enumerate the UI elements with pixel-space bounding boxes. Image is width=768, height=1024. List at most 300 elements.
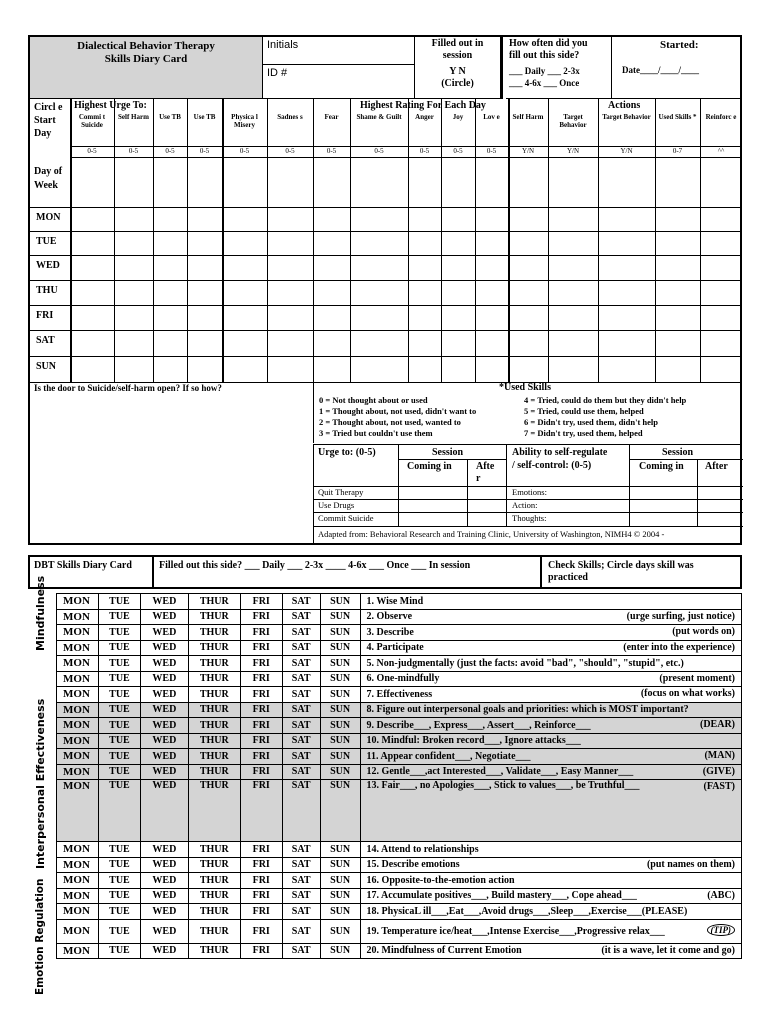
skill-description bbox=[360, 888, 741, 904]
session-label: Session bbox=[432, 447, 464, 458]
day-thur[interactable]: THUR bbox=[188, 904, 240, 920]
day-tue[interactable]: TUE bbox=[98, 702, 140, 718]
skill-description bbox=[360, 919, 741, 943]
skill-text: 8. Figure out interpersonal goals and priorities: which is MOST important? bbox=[366, 704, 689, 716]
ratings-grid bbox=[30, 99, 742, 383]
skill-text: 6. One-mindfully bbox=[366, 673, 440, 685]
skill-description bbox=[360, 687, 741, 703]
day-thur[interactable]: THUR bbox=[188, 943, 240, 959]
card-title-line1: Dialectical Behavior Therapy bbox=[77, 40, 215, 52]
started-label: Started: bbox=[660, 39, 699, 51]
day-mon[interactable]: MON bbox=[57, 943, 99, 959]
urge-to-label: Urge to: (0-5) bbox=[318, 447, 376, 458]
column-header: Sadnes s bbox=[277, 113, 303, 121]
day-mon[interactable]: MON bbox=[57, 857, 99, 873]
day-fri[interactable]: FRI bbox=[240, 656, 282, 672]
skills-table bbox=[56, 593, 742, 959]
skill-row bbox=[57, 640, 742, 656]
skill-description bbox=[360, 764, 741, 780]
date-field[interactable]: Date____/____/____ bbox=[622, 65, 699, 75]
used-skills-title: *Used Skills bbox=[499, 382, 551, 393]
id-label: ID # bbox=[267, 67, 288, 79]
diary-card-back bbox=[28, 555, 742, 995]
day-row-thu[interactable]: THU bbox=[36, 285, 58, 296]
actions-label: Actions bbox=[608, 100, 641, 111]
day-sat[interactable]: SAT bbox=[282, 640, 320, 656]
initials-field[interactable] bbox=[263, 37, 415, 65]
initials-label: Initials bbox=[267, 39, 299, 51]
skill-note: (FAST) bbox=[703, 781, 735, 792]
skill-text: 14. Attend to relationships bbox=[366, 843, 479, 855]
day-sun[interactable]: SUN bbox=[320, 842, 360, 858]
day-fri[interactable]: FRI bbox=[240, 857, 282, 873]
skills-legend-item: 6 = Didn't try, used them, didn't help bbox=[524, 417, 659, 427]
day-row-sun[interactable]: SUN bbox=[36, 361, 57, 372]
day-thur[interactable]: THUR bbox=[188, 888, 240, 904]
day-of-week-label: Day of Week bbox=[34, 166, 63, 191]
day-mon[interactable]: MON bbox=[57, 656, 99, 672]
skill-text: 4. Participate bbox=[366, 642, 424, 654]
day-wed[interactable]: WED bbox=[140, 594, 188, 610]
skill-description bbox=[360, 594, 741, 610]
day-sat[interactable]: SAT bbox=[282, 888, 320, 904]
day-sun[interactable]: SUN bbox=[320, 749, 360, 765]
skill-note: (GIVE) bbox=[702, 765, 735, 777]
skill-note: (put names on them) bbox=[646, 858, 735, 870]
urge-ability-table bbox=[313, 444, 742, 545]
day-row-fri[interactable]: FRI bbox=[36, 310, 54, 321]
day-fri[interactable]: FRI bbox=[240, 625, 282, 641]
skill-row bbox=[57, 702, 742, 718]
card-title-box bbox=[30, 37, 263, 99]
day-fri[interactable]: FRI bbox=[240, 702, 282, 718]
day-sun[interactable]: SUN bbox=[320, 888, 360, 904]
column-scale: 0-5 bbox=[199, 147, 210, 155]
day-sun[interactable]: SUN bbox=[320, 780, 360, 842]
day-thur[interactable]: THUR bbox=[188, 857, 240, 873]
column-header: Use TB bbox=[159, 113, 181, 121]
diary-card-front bbox=[28, 35, 742, 545]
day-fri[interactable]: FRI bbox=[240, 749, 282, 765]
card2-filled[interactable]: Filled out this side? ___ Daily ___ 2-3x ____ 4-6x ___ Once ___ In session bbox=[154, 557, 542, 587]
day-sun[interactable]: SUN bbox=[320, 904, 360, 920]
day-wed[interactable]: WED bbox=[140, 718, 188, 734]
skills-legend-item: 0 = Not thought about or used bbox=[319, 395, 428, 405]
day-wed[interactable]: WED bbox=[140, 609, 188, 625]
circle-start-day-label: Circl e Start Day bbox=[34, 102, 63, 139]
day-thur[interactable]: THUR bbox=[188, 656, 240, 672]
day-wed[interactable]: WED bbox=[140, 904, 188, 920]
day-thur[interactable]: THUR bbox=[188, 764, 240, 780]
skill-row bbox=[57, 718, 742, 734]
circle-note: (Circle) bbox=[441, 78, 474, 89]
skills-legend-item: 4 = Tried, could do them but they didn't help bbox=[524, 395, 687, 405]
skill-description bbox=[360, 873, 741, 889]
day-thur[interactable]: THUR bbox=[188, 919, 240, 943]
day-sat[interactable]: SAT bbox=[282, 873, 320, 889]
day-wed[interactable]: WED bbox=[140, 857, 188, 873]
day-row-sat[interactable]: SAT bbox=[36, 335, 55, 346]
day-tue[interactable]: TUE bbox=[98, 780, 140, 842]
day-mon[interactable]: MON bbox=[57, 764, 99, 780]
day-sun[interactable]: SUN bbox=[320, 594, 360, 610]
day-tue[interactable]: TUE bbox=[98, 718, 140, 734]
column-header: Lov e bbox=[483, 113, 500, 121]
freq-line-1: ___ Daily ___ 2-3x bbox=[509, 66, 580, 76]
section-mindfulness: Mindfulness bbox=[34, 575, 47, 651]
ability-label-2: / self-control: (0-5) bbox=[512, 460, 592, 471]
column-header: Physica l Misery bbox=[231, 113, 258, 129]
skill-row bbox=[57, 656, 742, 672]
day-sun[interactable]: SUN bbox=[320, 640, 360, 656]
day-tue[interactable]: TUE bbox=[98, 919, 140, 943]
day-sat[interactable]: SAT bbox=[282, 671, 320, 687]
skill-description bbox=[360, 749, 741, 765]
skill-description bbox=[360, 857, 741, 873]
day-sat[interactable]: SAT bbox=[282, 943, 320, 959]
column-scale: 0-5 bbox=[87, 147, 97, 155]
section-sidebar bbox=[28, 575, 52, 995]
day-tue[interactable]: TUE bbox=[98, 640, 140, 656]
day-fri[interactable]: FRI bbox=[240, 943, 282, 959]
column-header: Target Behavior bbox=[602, 113, 651, 121]
skill-description bbox=[360, 842, 741, 858]
skills-legend-item: 1 = Thought about, not used, didn't want to bbox=[319, 406, 477, 416]
day-fri[interactable]: FRI bbox=[240, 873, 282, 889]
skill-note: (present moment) bbox=[659, 672, 735, 684]
day-tue[interactable]: TUE bbox=[98, 842, 140, 858]
day-fri[interactable]: FRI bbox=[240, 904, 282, 920]
column-scale: 0-5 bbox=[419, 147, 430, 155]
skill-row bbox=[57, 842, 742, 858]
day-sat[interactable]: SAT bbox=[282, 718, 320, 734]
skill-row bbox=[57, 919, 742, 943]
column-header: Commi t Suicide bbox=[78, 113, 106, 129]
column-scale: Y/N bbox=[521, 147, 535, 155]
skill-note: (urge surfing, just notice) bbox=[626, 610, 735, 622]
day-wed[interactable]: WED bbox=[140, 888, 188, 904]
how-often-box[interactable] bbox=[506, 37, 612, 99]
skill-text: 9. Describe___, Express___, Assert___, Reinforce___ bbox=[366, 719, 591, 731]
column-header: Reinforc e bbox=[705, 113, 737, 121]
day-sun[interactable]: SUN bbox=[320, 687, 360, 703]
column-header: Joy bbox=[452, 113, 464, 121]
day-tue[interactable]: TUE bbox=[98, 687, 140, 703]
skill-row bbox=[57, 733, 742, 749]
id-field[interactable] bbox=[263, 65, 415, 99]
day-thur[interactable]: THUR bbox=[188, 733, 240, 749]
skill-text: 20. Mindfulness of Current Emotion bbox=[366, 945, 522, 957]
day-thur[interactable]: THUR bbox=[188, 687, 240, 703]
filled-in-session-box[interactable] bbox=[415, 37, 503, 99]
day-mon[interactable]: MON bbox=[57, 718, 99, 734]
day-wed[interactable]: WED bbox=[140, 919, 188, 943]
day-sun[interactable]: SUN bbox=[320, 873, 360, 889]
skill-text: 3. Describe bbox=[366, 626, 414, 638]
day-sun[interactable]: SUN bbox=[320, 857, 360, 873]
day-fri[interactable]: FRI bbox=[240, 594, 282, 610]
day-wed[interactable]: WED bbox=[140, 873, 188, 889]
day-tue[interactable]: TUE bbox=[98, 904, 140, 920]
after-label: Afte r bbox=[476, 461, 495, 484]
day-wed[interactable]: WED bbox=[140, 749, 188, 765]
skill-text: 19. Temperature ice/heat___,Intense Exercise___,Progressive relax___ bbox=[366, 925, 665, 937]
day-thur[interactable]: THUR bbox=[188, 718, 240, 734]
day-thur[interactable]: THUR bbox=[188, 702, 240, 718]
day-tue[interactable]: TUE bbox=[98, 764, 140, 780]
day-tue[interactable]: TUE bbox=[98, 671, 140, 687]
day-wed[interactable]: WED bbox=[140, 702, 188, 718]
day-thur[interactable]: THUR bbox=[188, 594, 240, 610]
highest-rating-label: Highest Rating For Each Day bbox=[360, 100, 486, 111]
skill-row bbox=[57, 857, 742, 873]
day-fri[interactable]: FRI bbox=[240, 609, 282, 625]
day-fri[interactable]: FRI bbox=[240, 640, 282, 656]
skill-row bbox=[57, 609, 742, 625]
urge-row-use-drugs: Use Drugs bbox=[318, 500, 355, 510]
day-thur[interactable]: THUR bbox=[188, 640, 240, 656]
day-mon[interactable]: MON bbox=[57, 625, 99, 641]
skill-row bbox=[57, 594, 742, 610]
door-question: Is the door to Suicide/self-harm open? If so how? bbox=[34, 383, 222, 393]
skill-text: 17. Accumulate positives___, Build mastery___, Cope ahead___ bbox=[366, 890, 637, 902]
skills-legend-item: 3 = Tried but couldn't use them bbox=[319, 428, 433, 438]
skill-row bbox=[57, 904, 742, 920]
skill-note: (ABC) bbox=[707, 889, 735, 901]
skill-text: 10. Mindful: Broken record___, Ignore attacks___ bbox=[366, 735, 581, 747]
skill-description bbox=[360, 702, 741, 718]
day-thur[interactable]: THUR bbox=[188, 671, 240, 687]
day-fri[interactable]: FRI bbox=[240, 687, 282, 703]
day-sat[interactable]: SAT bbox=[282, 857, 320, 873]
day-sat[interactable]: SAT bbox=[282, 842, 320, 858]
day-tue[interactable]: TUE bbox=[98, 873, 140, 889]
day-mon[interactable]: MON bbox=[57, 687, 99, 703]
day-fri[interactable]: FRI bbox=[240, 888, 282, 904]
day-tue[interactable]: TUE bbox=[98, 733, 140, 749]
skill-text: 5. Non-judgmentally (just the facts: avoid "bad", "should", "stupid", etc.) bbox=[366, 657, 684, 669]
day-thur[interactable]: THUR bbox=[188, 625, 240, 641]
day-sun[interactable]: SUN bbox=[320, 702, 360, 718]
day-fri[interactable]: FRI bbox=[240, 842, 282, 858]
day-sat[interactable]: SAT bbox=[282, 764, 320, 780]
day-sun[interactable]: SUN bbox=[320, 609, 360, 625]
day-thur[interactable]: THUR bbox=[188, 749, 240, 765]
day-sat[interactable]: SAT bbox=[282, 594, 320, 610]
day-sat[interactable]: SAT bbox=[282, 609, 320, 625]
skill-text: 1. Wise Mind bbox=[366, 595, 424, 607]
day-thur[interactable]: THUR bbox=[188, 780, 240, 842]
skill-text: 16. Opposite-to-the-emotion action bbox=[366, 874, 515, 886]
day-wed[interactable]: WED bbox=[140, 671, 188, 687]
column-header: Used Skills * bbox=[658, 113, 697, 121]
skill-description bbox=[360, 733, 741, 749]
day-sat[interactable]: SAT bbox=[282, 625, 320, 641]
day-mon[interactable]: MON bbox=[57, 873, 99, 889]
skill-description bbox=[360, 718, 741, 734]
day-wed[interactable]: WED bbox=[140, 780, 188, 842]
day-fri[interactable]: FRI bbox=[240, 733, 282, 749]
day-tue[interactable]: TUE bbox=[98, 609, 140, 625]
day-wed[interactable]: WED bbox=[140, 656, 188, 672]
day-mon[interactable]: MON bbox=[57, 780, 99, 842]
column-scale: Y/N bbox=[566, 147, 580, 155]
highest-urge-label: Highest Urge To: bbox=[74, 100, 147, 111]
day-fri[interactable]: FRI bbox=[240, 780, 282, 842]
day-mon[interactable]: MON bbox=[57, 749, 99, 765]
day-mon[interactable]: MON bbox=[57, 702, 99, 718]
day-sun[interactable]: SUN bbox=[320, 625, 360, 641]
skills-legend-item: 7 = Didn't try, used them, helped bbox=[524, 428, 643, 438]
day-thur[interactable]: THUR bbox=[188, 842, 240, 858]
ability-row-action: Action: bbox=[512, 500, 538, 510]
column-scale: 0-5 bbox=[239, 147, 250, 155]
how-often-2: fill out this side? bbox=[509, 50, 580, 61]
skill-description bbox=[360, 780, 741, 842]
day-tue[interactable]: TUE bbox=[98, 625, 140, 641]
card-title-line2: Skills Diary Card bbox=[104, 53, 188, 65]
day-sun[interactable]: SUN bbox=[320, 733, 360, 749]
day-thur[interactable]: THUR bbox=[188, 873, 240, 889]
day-wed[interactable]: WED bbox=[140, 764, 188, 780]
day-fri[interactable]: FRI bbox=[240, 718, 282, 734]
skill-row bbox=[57, 625, 742, 641]
skill-description bbox=[360, 943, 741, 959]
coming-in-label: Coming in bbox=[407, 461, 452, 472]
day-tue[interactable]: TUE bbox=[98, 888, 140, 904]
day-row-tue[interactable]: TUE bbox=[36, 236, 57, 247]
day-sun[interactable]: SUN bbox=[320, 919, 360, 943]
day-tue[interactable]: TUE bbox=[98, 594, 140, 610]
column-scale: ^^ bbox=[717, 147, 725, 155]
day-tue[interactable]: TUE bbox=[98, 749, 140, 765]
filled-label-1: Filled out in bbox=[431, 38, 484, 49]
skill-description bbox=[360, 904, 741, 920]
adapted-from: Adapted from: Behavioral Research and Training Clinic, University of Washington, NIMH4 © 2004 - bbox=[318, 529, 665, 539]
skills-legend-item: 5 = Tried, could use them, helped bbox=[524, 406, 644, 416]
column-scale: 0-5 bbox=[165, 147, 175, 155]
day-sun[interactable]: SUN bbox=[320, 671, 360, 687]
section-emotion-regulation: Emotion Regulation bbox=[34, 878, 46, 995]
freq-line-2: ___ 4-6x ___ Once bbox=[509, 78, 580, 88]
card2-check: Check Skills; Circle days skill was practiced bbox=[548, 560, 694, 583]
day-mon[interactable]: MON bbox=[57, 609, 99, 625]
skill-text: 18. PhysicaL ill___,Eat___,Avoid drugs___,Sleep___,Exercise___(PLEASE) bbox=[366, 905, 688, 917]
day-sat[interactable]: SAT bbox=[282, 733, 320, 749]
day-sun[interactable]: SUN bbox=[320, 656, 360, 672]
day-tue[interactable]: TUE bbox=[98, 943, 140, 959]
day-sun[interactable]: SUN bbox=[320, 718, 360, 734]
day-thur[interactable]: THUR bbox=[188, 609, 240, 625]
skill-note: (enter into the experience) bbox=[623, 641, 735, 653]
day-mon[interactable]: MON bbox=[57, 671, 99, 687]
day-row-mon[interactable]: MON bbox=[36, 212, 61, 223]
skill-text: 13. Fair___, no Apologies___, Stick to values___, be Truthful___ bbox=[366, 780, 640, 791]
column-scale: 0-5 bbox=[285, 147, 295, 155]
day-fri[interactable]: FRI bbox=[240, 671, 282, 687]
day-mon[interactable]: MON bbox=[57, 904, 99, 920]
day-sat[interactable]: SAT bbox=[282, 904, 320, 920]
day-sat[interactable]: SAT bbox=[282, 702, 320, 718]
skill-note: (focus on what works) bbox=[640, 688, 735, 699]
day-sat[interactable]: SAT bbox=[282, 656, 320, 672]
session-label-2: Session bbox=[662, 447, 694, 458]
yes-no[interactable]: Y N bbox=[449, 66, 466, 77]
day-wed[interactable]: WED bbox=[140, 842, 188, 858]
day-sat[interactable]: SAT bbox=[282, 780, 320, 842]
day-mon[interactable]: MON bbox=[57, 733, 99, 749]
ability-row-emotions: Emotions: bbox=[512, 487, 547, 497]
card2-title: DBT Skills Diary Card bbox=[30, 557, 154, 587]
skill-row bbox=[57, 671, 742, 687]
day-row-wed[interactable]: WED bbox=[36, 260, 60, 271]
skill-row bbox=[57, 780, 742, 842]
skill-note: (DEAR) bbox=[700, 719, 735, 730]
day-sun[interactable]: SUN bbox=[320, 943, 360, 959]
section-interpersonal: Interpersonal Effectiveness bbox=[34, 698, 47, 869]
day-tue[interactable]: TUE bbox=[98, 857, 140, 873]
day-mon[interactable]: MON bbox=[57, 842, 99, 858]
ability-row-thoughts: Thoughts: bbox=[512, 513, 547, 523]
skill-note: (TIP) bbox=[707, 924, 736, 936]
skill-description bbox=[360, 640, 741, 656]
day-sat[interactable]: SAT bbox=[282, 749, 320, 765]
day-fri[interactable]: FRI bbox=[240, 919, 282, 943]
column-scale: 0-5 bbox=[326, 147, 337, 155]
column-scale: Y/N bbox=[620, 147, 633, 155]
column-header: Target Behavior bbox=[559, 113, 587, 129]
skills-legend-item: 2 = Thought about, not used, wanted to bbox=[319, 417, 461, 427]
day-mon[interactable]: MON bbox=[57, 594, 99, 610]
day-wed[interactable]: WED bbox=[140, 625, 188, 641]
day-wed[interactable]: WED bbox=[140, 733, 188, 749]
column-scale: 0-5 bbox=[486, 147, 497, 155]
skill-description bbox=[360, 609, 741, 625]
skill-description bbox=[360, 671, 741, 687]
skill-text: 7. Effectiveness bbox=[366, 688, 433, 700]
day-tue[interactable]: TUE bbox=[98, 656, 140, 672]
day-mon[interactable]: MON bbox=[57, 919, 99, 943]
column-header: Fear bbox=[324, 113, 339, 121]
skill-row bbox=[57, 749, 742, 765]
day-mon[interactable]: MON bbox=[57, 640, 99, 656]
skill-text: 2. Observe bbox=[366, 611, 413, 623]
column-scale: 0-7 bbox=[672, 147, 683, 155]
day-sun[interactable]: SUN bbox=[320, 764, 360, 780]
column-header: Use TB bbox=[193, 113, 216, 121]
day-sat[interactable]: SAT bbox=[282, 687, 320, 703]
column-header: Self Harm bbox=[512, 113, 544, 121]
column-scale: 0-5 bbox=[453, 147, 463, 155]
skills-left-list bbox=[319, 395, 476, 439]
day-sat[interactable]: SAT bbox=[282, 919, 320, 943]
skill-row bbox=[57, 687, 742, 703]
column-header: Self Harm bbox=[118, 113, 149, 121]
skill-row bbox=[57, 764, 742, 780]
column-scale: 0-5 bbox=[128, 147, 139, 155]
day-wed[interactable]: WED bbox=[140, 640, 188, 656]
started-box[interactable] bbox=[612, 37, 742, 99]
day-wed[interactable]: WED bbox=[140, 943, 188, 959]
skill-row bbox=[57, 943, 742, 959]
skill-row bbox=[57, 888, 742, 904]
day-fri[interactable]: FRI bbox=[240, 764, 282, 780]
skill-text: 15. Describe emotions bbox=[366, 859, 460, 871]
day-wed[interactable]: WED bbox=[140, 687, 188, 703]
column-header: Anger bbox=[415, 113, 434, 121]
day-mon[interactable]: MON bbox=[57, 888, 99, 904]
skill-row bbox=[57, 873, 742, 889]
